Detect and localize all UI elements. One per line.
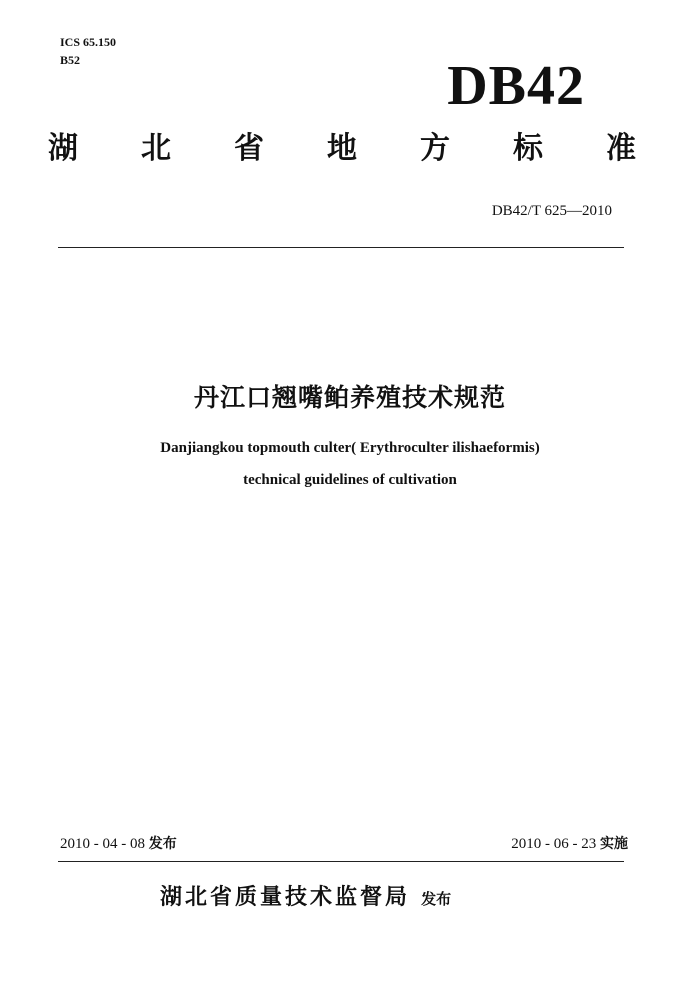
standard-code-logo: DB42 (447, 55, 585, 117)
standard-type-char: 标 (513, 131, 543, 166)
standard-type-char: 准 (606, 131, 636, 166)
implementation-date-value: 2010 - 06 - 23 (511, 836, 597, 852)
document-title-chinese: 丹江口翘嘴鲌养殖技术规范 (193, 383, 506, 412)
ccs-code: B52 (60, 53, 81, 67)
issue-date-value: 2010 - 04 - 08 (60, 836, 145, 852)
standard-type-char: 地 (327, 131, 357, 166)
standard-type-char: 湖 (48, 131, 78, 166)
standard-type-title (48, 131, 636, 166)
implementation-date (511, 833, 628, 853)
issue-date (60, 833, 177, 853)
standard-type-char: 省 (234, 131, 264, 166)
top-divider (58, 247, 624, 248)
implementation-date-label: 实施 (600, 836, 628, 852)
issue-date-label: 发布 (148, 836, 177, 852)
document-title-english-line1: Danjiangkou topmouth culter( Erythroculter ilishaeformis) (160, 440, 540, 456)
ics-code: ICS 65.150 (60, 35, 117, 49)
document-title-english-line2: technical guidelines of cultivation (243, 472, 457, 488)
issuer-name: 湖北省质量技术监督局 (160, 885, 411, 910)
standard-number: DB42/T 625—2010 (491, 203, 612, 219)
standard-type-char: 方 (420, 131, 450, 166)
bottom-divider (58, 861, 624, 862)
standard-type-char: 北 (141, 131, 171, 166)
issuer-action: 发布 (421, 890, 452, 908)
issuer (160, 880, 451, 911)
